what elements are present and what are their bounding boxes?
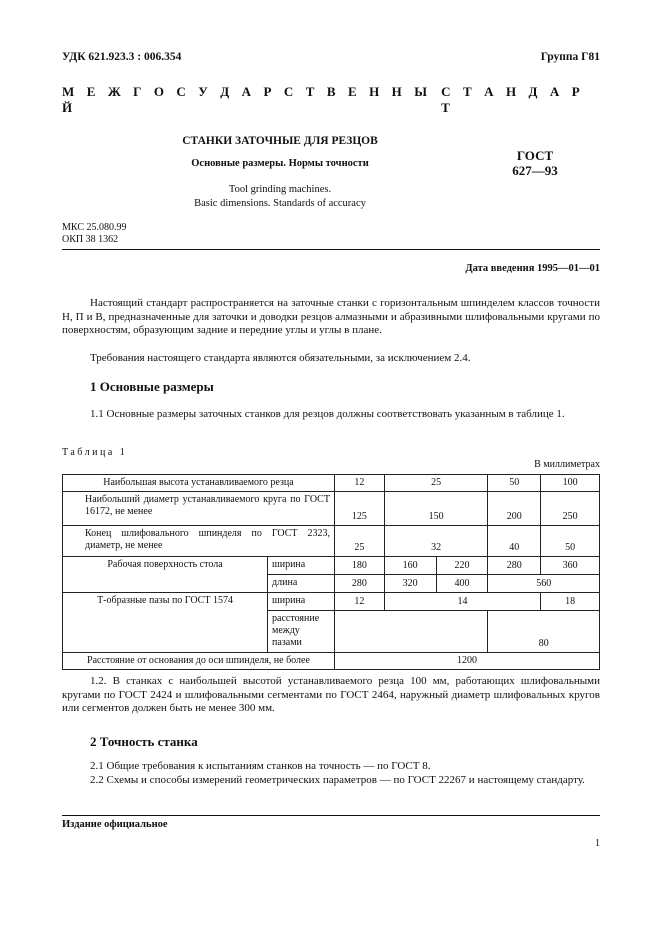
table-cell-empty xyxy=(334,611,487,653)
okp-code: ОКП 38 1362 xyxy=(62,234,119,245)
official-edition: Издание официальное xyxy=(62,819,168,830)
table-cell: 280 xyxy=(334,575,384,593)
english-title-line1: Tool grinding machines. xyxy=(228,184,332,195)
classification-codes xyxy=(62,222,126,246)
section-1-heading: 1 Основные размеры xyxy=(90,379,214,394)
introduction-date: Дата введения 1995—01—01 xyxy=(465,263,600,274)
table-cell: 250 xyxy=(541,492,600,526)
table-cell: 560 xyxy=(488,575,600,593)
table-cell: 360 xyxy=(541,557,600,575)
table-row xyxy=(63,593,600,611)
paragraph-2-2: 2.2 Схемы и способы измерений геометрических параметров — по ГОСТ 22267 и настоящему стандарту. xyxy=(90,774,585,786)
dimensions-table xyxy=(62,474,600,670)
section-2-heading: 2 Точность станка xyxy=(90,734,198,749)
mks-code: МКС 25.080.99 xyxy=(62,222,127,233)
table-cell: 150 xyxy=(384,492,488,526)
table-cell: 14 xyxy=(384,593,540,611)
table-cell: 400 xyxy=(436,575,488,593)
table-cell: 12 xyxy=(334,475,384,492)
table-cell: 25 xyxy=(384,475,488,492)
paragraph-scope: Настоящий стандарт распространяется на заточные станки с горизонтальным шпинделем классов точности Н, П и В, предназначенные для заточки и доводки резцов алмазными и абразивными шлифовальными кругами по поверхностям, образующим задние и передние углы и углы в плане. xyxy=(62,297,600,336)
table-cell: 320 xyxy=(384,575,436,593)
paragraph-1-2: 1.2. В станках с наибольшей высотой устанавливаемого резца 100 мм, работающих шлифовальными кругами по ГОСТ 2424 и шлифовальными сегментами по ГОСТ 2464, наружный диаметр шлифовальных кругов или сегментов должен быть не менее 300 мм. xyxy=(62,675,600,714)
sub-label-width: ширина xyxy=(268,557,335,575)
row-cutter-height-label: Наибольшая высота устанавливаемого резца xyxy=(63,475,335,492)
header-divider xyxy=(62,249,600,250)
table-cell: 180 xyxy=(334,557,384,575)
table-cell: 200 xyxy=(488,492,541,526)
paragraph-1-1: 1.1 Основные размеры заточных станков для резцов должны соответствовать указанным в таблице 1. xyxy=(90,408,565,420)
table-cell: 1200 xyxy=(334,653,599,670)
table-cell: 50 xyxy=(488,475,541,492)
table-units: В миллиметрах xyxy=(534,459,600,470)
table-cell: 25 xyxy=(334,526,384,557)
table-cell: 160 xyxy=(384,557,436,575)
footer-divider xyxy=(62,815,600,816)
table-cell: 125 xyxy=(334,492,384,526)
row-wheel-diameter-label: Наибольший диаметр устанавливаемого круга по ГОСТ 16172, не менее xyxy=(63,492,335,526)
row-t-slots-label: Т-образные пазы по ГОСТ 1574 xyxy=(63,593,268,653)
table-row xyxy=(63,526,600,557)
table-cell: 220 xyxy=(436,557,488,575)
english-title xyxy=(130,183,430,211)
document-subtitle: Основные размеры. Нормы точности xyxy=(191,158,369,169)
table-row xyxy=(63,475,600,492)
sub-label-slot-spacing: расстояние между пазами xyxy=(268,611,335,653)
table-row xyxy=(63,653,600,670)
sub-label-slot-width: ширина xyxy=(268,593,335,611)
table-cell: 32 xyxy=(384,526,488,557)
table-cell: 280 xyxy=(488,557,541,575)
group-code: Группа Г81 xyxy=(540,51,600,63)
paragraph-mandatory: Требования настоящего стандарта являются обязательными, за исключением 2.4. xyxy=(90,352,471,364)
table-cell: 18 xyxy=(541,593,600,611)
banner-standard: С Т А Н Д А Р Т xyxy=(441,84,585,115)
banner-interstate: М Е Ж Г О С У Д А Р С Т В Е Н Н Ы Й xyxy=(62,84,432,115)
page-number: 1 xyxy=(595,838,600,849)
gost-designation xyxy=(490,148,580,178)
row-table-surface-label: Рабочая поверхность стола xyxy=(63,557,268,593)
table-row xyxy=(63,492,600,526)
table-cell: 50 xyxy=(541,526,600,557)
gost-number: 627—93 xyxy=(512,163,558,178)
standard-banner xyxy=(62,84,600,116)
udk-code: УДК 621.923.3 : 006.354 xyxy=(62,51,182,63)
table-row xyxy=(63,557,600,575)
sub-label-length: длина xyxy=(268,575,335,593)
table-cell: 100 xyxy=(541,475,600,492)
row-spindle-axis-label: Расстояние от основания до оси шпинделя, не более xyxy=(63,653,335,670)
english-title-line2: Basic dimensions. Standards of accuracy xyxy=(194,198,366,209)
table-cell: 12 xyxy=(334,593,384,611)
gost-label: ГОСТ xyxy=(516,148,554,163)
table-label: Таблица 1 xyxy=(62,447,128,458)
table-cell: 40 xyxy=(488,526,541,557)
document-title: СТАНКИ ЗАТОЧНЫЕ ДЛЯ РЕЗЦОВ xyxy=(182,135,378,147)
table-cell: 80 xyxy=(488,611,600,653)
paragraph-2-1: 2.1 Общие требования к испытаниям станков на точность — по ГОСТ 8. xyxy=(90,760,431,772)
row-spindle-end-label: Конец шлифовального шпинделя по ГОСТ 2323, диаметр, не менее xyxy=(63,526,335,557)
